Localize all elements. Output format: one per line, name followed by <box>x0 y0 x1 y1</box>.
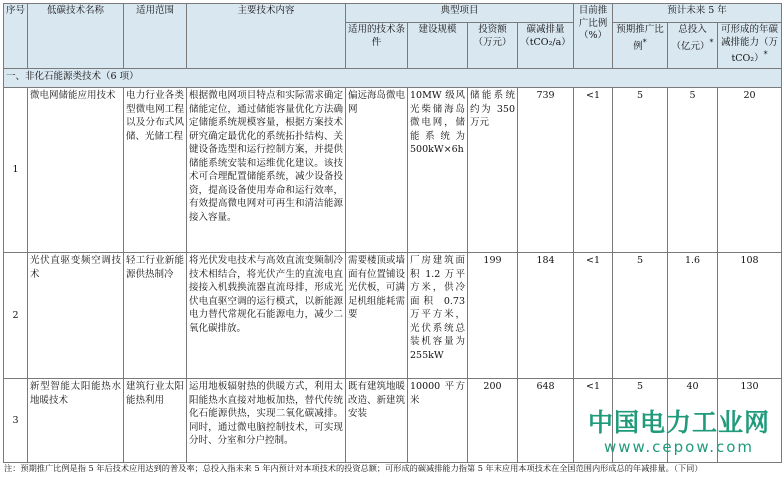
row-current-ratio: <1 <box>574 253 613 379</box>
row-scale: 厂房建筑面积 1.2 万平方米，供冷面积 0.73 万平方米，光伏系统总装机容量为 255kW <box>408 253 468 379</box>
watermark-title: 中国电力工业网 <box>587 408 770 437</box>
header-content: 主要技术内容 <box>187 4 346 69</box>
row-tech-name: 光伏直驱变频空调技术 <box>28 253 124 379</box>
technology-table <box>3 3 782 463</box>
header-conditions: 适用的技术条件 <box>346 23 408 69</box>
row-seq: 2 <box>4 253 28 379</box>
row-tech-name: 新型智能太阳能热水地暖技术 <box>28 379 124 463</box>
row-current-ratio: <1 <box>574 379 613 463</box>
footnote: 注：预期推广比例是指 5 年后技术应用达到的普及率；总投入指未来 5 年内预计对本项技术的投资总额；可形成的碳减排能力指第 5 年末应用本项技术在全国范围内形成总的年减排量。（下同） <box>4 463 703 473</box>
row-total-investment: 1.6 <box>668 253 718 379</box>
header-forecast: 预计未来 5 年 <box>613 4 782 23</box>
row-content: 将光伏发电技术与高效直流变频制冷技术相结合，将光伏产生的直流电直接接入机载换流器直流母排，形成光伏电直驱空调的运行模式，以新能源电力替代常规化石能源电力，减少二氧化碳排放。 <box>187 253 346 379</box>
row-reduction: 648 <box>518 379 574 463</box>
row-investment: 200 <box>468 379 518 463</box>
row-conditions: 既有建筑地暖改造、新建筑安装 <box>346 379 408 463</box>
section-row <box>4 69 782 88</box>
row-investment: 储能系统约为 350 万元 <box>468 88 518 253</box>
header-total-investment-text: 总投入（亿元） <box>671 24 710 52</box>
footnote-mark: * <box>709 37 714 47</box>
header-expected-ratio <box>613 23 668 69</box>
section-title: 一、非化石能源类技术（6 项） <box>4 69 782 88</box>
header-expected-ratio-text: 预期推广比例 <box>616 24 664 52</box>
row-capacity: 130 <box>718 379 782 463</box>
footnote-mark: * <box>642 37 647 47</box>
row-capacity: 108 <box>718 253 782 379</box>
watermark-url: www.cepow.com <box>603 438 755 456</box>
row-seq: 1 <box>4 88 28 253</box>
watermark-logo <box>588 408 770 456</box>
row-scope: 轻工行业新能源供热制冷 <box>124 253 187 379</box>
header-investment: 投资额（万元） <box>468 23 518 69</box>
header-reduction: 碳减排量（tCO₂/a） <box>518 23 574 69</box>
footnote-mark: * <box>763 50 768 59</box>
row-expected-ratio: 5 <box>613 88 668 253</box>
row-scale: 10000 平方米 <box>408 379 468 463</box>
row-current-ratio: <1 <box>574 88 613 253</box>
table-row <box>4 253 782 379</box>
row-conditions: 偏远海岛微电网 <box>346 88 408 253</box>
row-seq: 3 <box>4 379 28 463</box>
header-scope: 适用范围 <box>124 4 187 69</box>
row-conditions: 需要楼顶或墙面有位置铺设光伏板，可满足机组能耗需要 <box>346 253 408 379</box>
row-total-investment: 40 <box>668 379 718 463</box>
header-capacity <box>718 23 782 69</box>
row-scope: 电力行业各类型微电网工程以及分布式风储、光储工程 <box>124 88 187 253</box>
row-tech-name: 微电网储能应用技术 <box>28 88 124 253</box>
row-scope: 建筑行业太阳能热利用 <box>124 379 187 463</box>
header-typical-project: 典型项目 <box>346 4 574 23</box>
header-seq: 序号 <box>4 4 28 69</box>
table-row <box>4 88 782 253</box>
header-capacity-text: 可形成的年碳减排能力（万 tCO₂） <box>721 24 779 65</box>
header-tech-name: 低碳技术名称 <box>28 4 124 69</box>
row-content: 运用地板辐射热的供暖方式，利用太阳能热水直接对地板加热，替代传统化石能源供热，实现二氧化碳减排。同时，通过微电脑控制技术，可实现分时、分室和分户控制。 <box>187 379 346 463</box>
row-expected-ratio: 5 <box>613 379 668 463</box>
header-total-investment <box>668 23 718 69</box>
row-reduction: 739 <box>518 88 574 253</box>
row-total-investment: 5 <box>668 88 718 253</box>
header-current-ratio: 目前推广比例（%） <box>574 4 613 69</box>
header-scale: 建设规模 <box>408 23 468 69</box>
row-content: 根据微电网项目特点和实际需求确定储能定位，通过储能容量优化方法确定储能系统规模容量，根据方案技术研究确定最优化的系统拓扑结构、关键设备选型和运行控制方案，并提供储能系统安装和运维优化建议。该技术可合理配置储能系统，减少设备投资，提高设备使用寿命和运行效率，有效提高微电网对可再生和清洁能源接入容量。 <box>187 88 346 253</box>
row-expected-ratio: 5 <box>613 253 668 379</box>
row-reduction: 184 <box>518 253 574 379</box>
row-investment: 199 <box>468 253 518 379</box>
row-capacity: 20 <box>718 88 782 253</box>
row-scale: 10MW 级风光柴储海岛微电网，储能系统为 500kW×6h <box>408 88 468 253</box>
